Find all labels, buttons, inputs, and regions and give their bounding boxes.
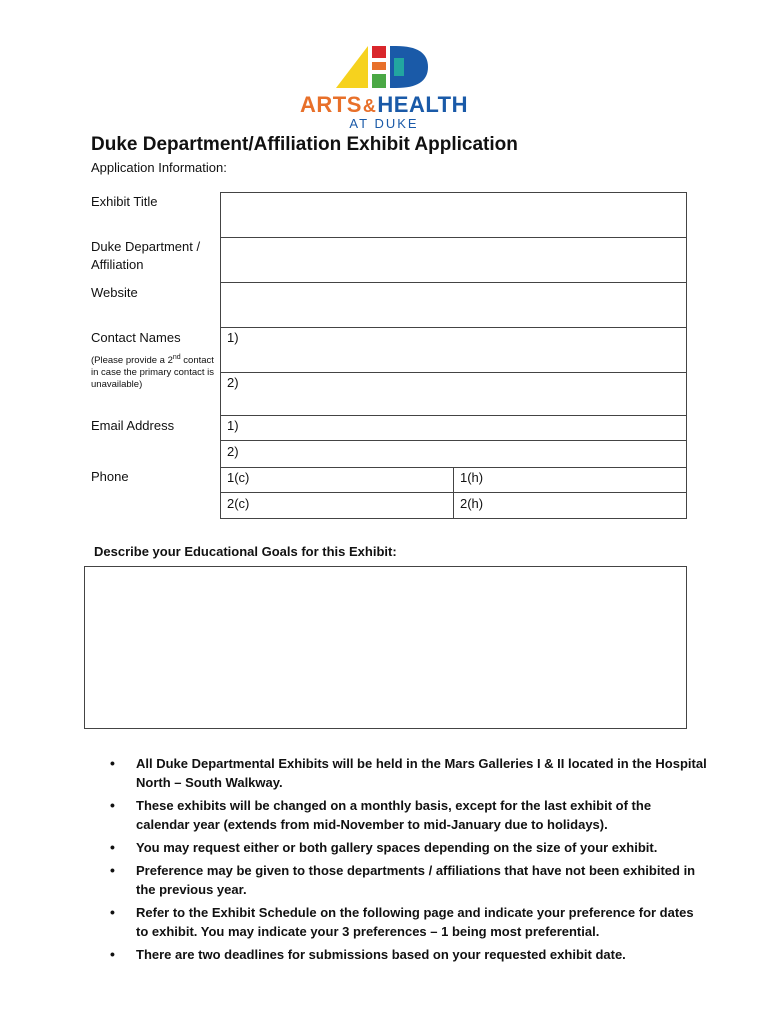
website-label: Website [91,285,138,300]
logo-amp: & [362,96,377,116]
section-subtitle: Application Information: [91,160,227,175]
goals-heading: Describe your Educational Goals for this Exhibit: [94,544,397,559]
phone-2c-prefix: 2(c) [227,496,250,511]
logo-arts: ARTS [300,92,362,117]
email-1-prefix: 1) [227,418,239,433]
goals-textarea[interactable] [84,566,687,729]
phone-1h-prefix: 1(h) [460,470,484,485]
email-label: Email Address [91,418,175,433]
info-bullet-list [108,754,708,968]
bullet-item: • These exhibits will be changed on a monthly basis, except for the last exhibit of the calendar year (extends from mid-November to mid-January due to holidays). [108,796,708,834]
email-2-field[interactable] [220,440,687,468]
email-2-prefix: 2) [227,444,239,459]
website-field[interactable] [220,282,687,328]
contact-note: (Please provide a 2nd contact in case the primary contact is unavailable) [91,354,215,391]
bullet-item: • All Duke Departmental Exhibits will be held in the Mars Galleries I & II located in the Hospital North – South Walkway. [108,754,708,792]
arts-health-logo [300,40,470,132]
phone-2h-field[interactable] [453,492,687,519]
phone-1c-prefix: 1(c) [227,470,250,485]
email-1-field[interactable] [220,415,687,441]
contact-2-field[interactable] [220,372,687,416]
page-title: Duke Department/Affiliation Exhibit Application [91,134,518,155]
logo-at-duke: AT DUKE [349,116,419,131]
phone-2c-field[interactable] [220,492,454,519]
bullet-item: • You may request either or both gallery spaces depending on the size of your exhibit. [108,838,708,857]
phone-label: Phone [91,469,129,484]
exhibit-title-field[interactable] [220,192,687,238]
contact-2-prefix: 2) [227,375,239,390]
department-field[interactable] [220,237,687,283]
bullet-item: • Preference may be given to those departments / affiliations that have not been exhibited in the previous year. [108,861,708,899]
contact-1-field[interactable] [220,327,687,373]
contact-names-label: Contact Names [91,330,181,345]
logo-health: HEALTH [377,92,468,117]
phone-2h-prefix: 2(h) [460,496,484,511]
bullet-item: • There are two deadlines for submissions based on your requested exhibit date. [108,945,708,964]
department-label: Duke Department / Affiliation [91,239,201,272]
phone-1h-field[interactable] [453,467,687,493]
bullet-item: • Refer to the Exhibit Schedule on the following page and indicate your preference for dates to exhibit. You may indicate your 3 preferences – 1 being most preferential. [108,903,708,941]
exhibit-title-label: Exhibit Title [91,194,158,209]
contact-1-prefix: 1) [227,330,239,345]
logo-mark-icon [336,40,432,90]
phone-1c-field[interactable] [220,467,454,493]
